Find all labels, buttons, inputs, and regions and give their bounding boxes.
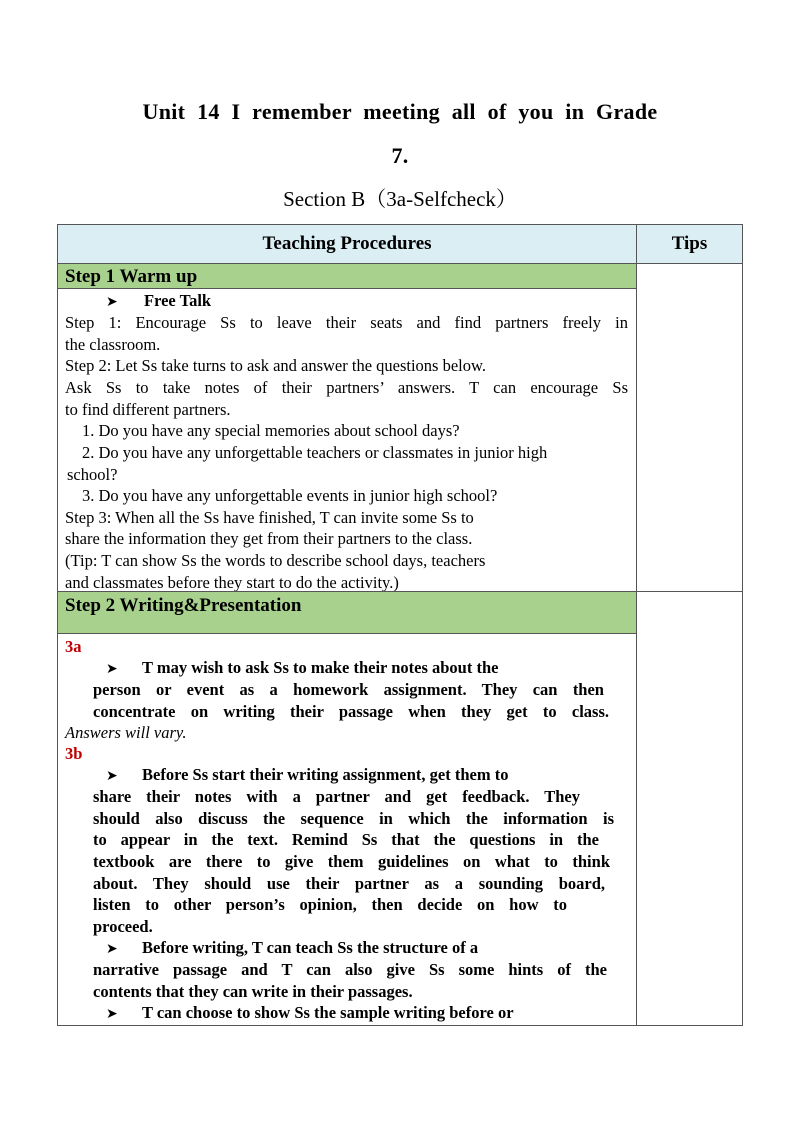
step1-line: the classroom. [65, 335, 161, 354]
arrow-bullet-icon: ➤ [106, 661, 118, 677]
step1-bullet [106, 290, 211, 313]
question-3: 3. Do you have any unforgettable events in junior high school? [82, 486, 498, 505]
item-3b-line: listen to other person’s opinion, then decide on how to [93, 895, 567, 914]
question-2-cont: school? [67, 465, 118, 484]
item-3b-line: share their notes with a partner and get feedback. They [93, 787, 580, 806]
step2-heading-divider [58, 633, 636, 634]
item-3b-line: to appear in the text. Remind Ss that the questions in the [93, 830, 599, 849]
column-divider [636, 225, 637, 1025]
item-3a-line: concentrate on writing their passage when they get to class. [93, 702, 609, 721]
item-3a: ➤ T may wish to ask Ss to make their notes about the [106, 657, 606, 680]
header-procedures: Teaching Procedures [58, 225, 636, 263]
item-3b-2-line: contents that they can write in their passages. [93, 982, 413, 1001]
page-subtitle: Section B（3a-Selfcheck） [283, 187, 517, 211]
arrow-bullet-icon: ➤ [106, 768, 118, 784]
item-3b-line: should also discuss the sequence in which the information is [93, 809, 614, 828]
label-3a: 3a [65, 637, 82, 656]
item-3b: ➤ Before Ss start their writing assignment, get them to [106, 764, 606, 787]
step2-heading: Step 2 Writing&Presentation [58, 592, 636, 633]
item-3b-2-line: narrative passage and T can also give Ss some hints of the [93, 960, 607, 979]
step1-line: Step 1: Encourage Ss to leave their seats and find partners freely in [65, 313, 628, 332]
step1-line: share the information they get from their partners to the class. [65, 529, 473, 548]
step1-line: Ask Ss to take notes of their partners’ answers. T can encourage Ss [65, 378, 628, 397]
step1-heading: Step 1 Warm up [58, 264, 636, 288]
free-talk-label: Free Talk [144, 291, 212, 310]
page-title-line1: Unit 14 I remember meeting all of you in Grade [142, 99, 658, 124]
question-2: 2. Do you have any unforgettable teachers or classmates in junior high [82, 443, 548, 462]
arrow-bullet-icon: ➤ [106, 941, 118, 957]
lesson-table [57, 224, 743, 1026]
arrow-bullet-icon: ➤ [106, 1006, 118, 1022]
item-3a-line: person or event as a homework assignment. They can then [93, 680, 604, 699]
step1-heading-divider [58, 288, 636, 289]
item-3b-line: about. They should use their partner as a sounding board, [93, 874, 605, 893]
item-3b-line: textbook are there to give them guidelines on what to think [93, 852, 610, 871]
answers-note: Answers will vary. [65, 723, 187, 742]
item-3b-3: ➤ T can choose to show Ss the sample writing before or [106, 1002, 621, 1025]
step1-line: to find different partners. [65, 400, 231, 419]
step1-line: Step 3: When all the Ss have finished, T can invite some Ss to [65, 508, 474, 527]
step1-tip: (Tip: T can show Ss the words to describe school days, teachers [65, 551, 486, 570]
step1-line: Step 2: Let Ss take turns to ask and answer the questions below. [65, 356, 486, 375]
step1-tip: and classmates before they start to do the activity.) [65, 573, 399, 592]
item-3b-2: ➤ Before writing, T can teach Ss the structure of a [106, 937, 606, 960]
item-3b-line: proceed. [93, 917, 153, 936]
header-tips: Tips [637, 225, 742, 263]
question-1: 1. Do you have any special memories about school days? [82, 421, 460, 440]
page-title-line2: 7. [391, 143, 409, 168]
arrow-bullet-icon: ➤ [106, 294, 118, 310]
label-3b: 3b [65, 744, 83, 763]
